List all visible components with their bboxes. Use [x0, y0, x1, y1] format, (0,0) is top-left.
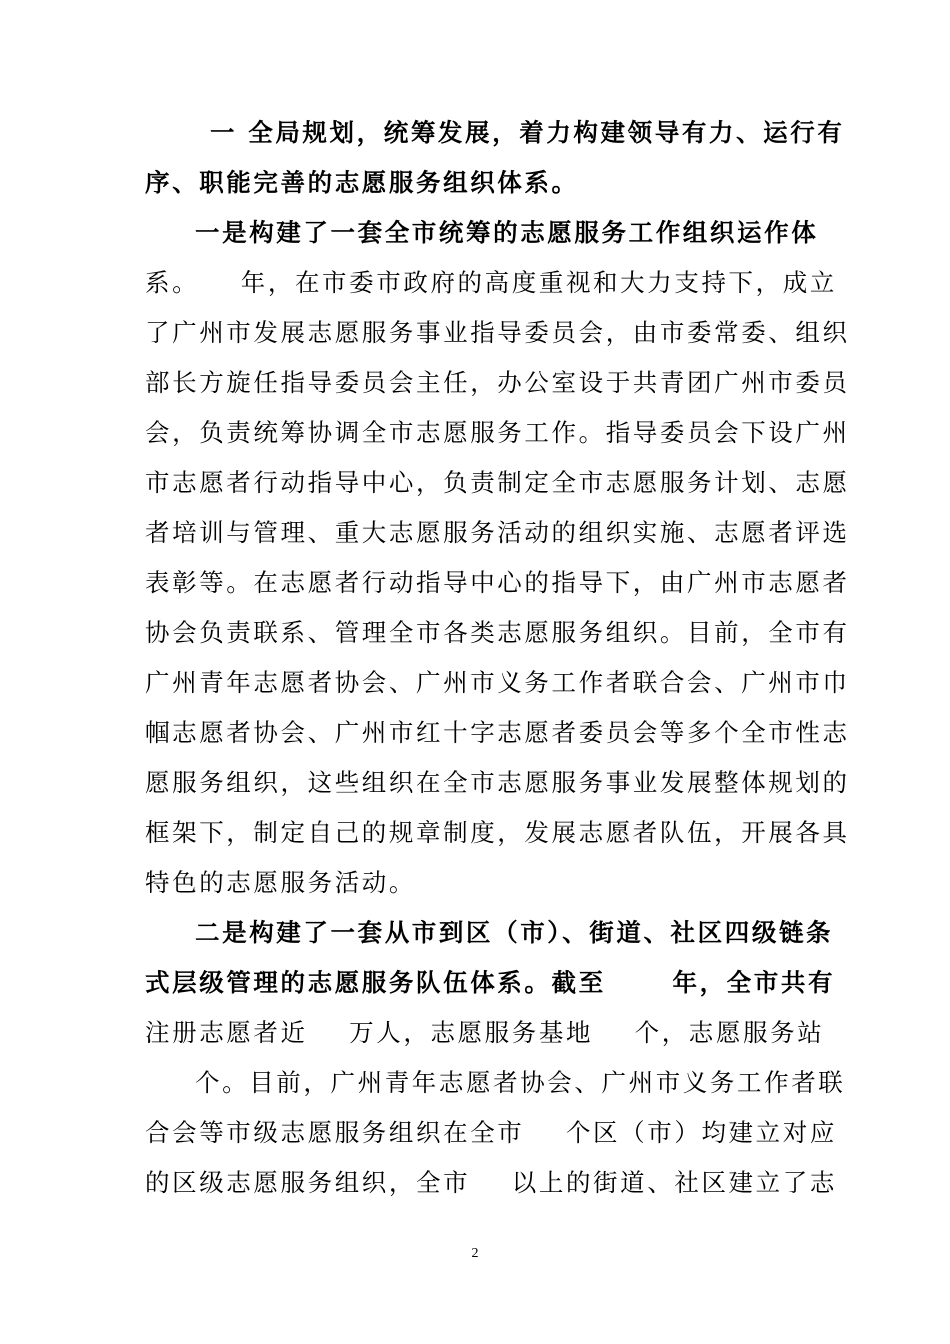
paragraph-1-line-10: 广州青年志愿者协会、广州市义务工作者联合会、广州市巾: [145, 668, 850, 697]
paragraph-1-line-9: 协会负责联系、管理全市各类志愿服务组织。目前，全市有: [145, 618, 850, 647]
paragraph-2-line-5: 合会等市级志愿服务组织在全市 个区（市）均建立对应: [145, 1118, 837, 1147]
page-number: 2: [471, 1246, 479, 1261]
paragraph-2-line-6: 的区级志愿服务组织，全市 以上的街道、社区建立了志: [145, 1168, 837, 1197]
paragraph-1-line-14: 特色的志愿服务活动。: [145, 868, 416, 897]
paragraph-1-line-13: 框架下，制定自己的规章制度，发展志愿者队伍，开展各具: [145, 818, 850, 847]
paragraph-2-line-4: 个。目前，广州青年志愿者协会、广州市义务工作者联: [195, 1068, 846, 1097]
heading-line-2: 序、职能完善的志愿服务组织体系。: [145, 168, 579, 197]
paragraph-2-line-2: 式层级管理的志愿服务队伍体系。截至 年，全市共有: [145, 968, 836, 997]
paragraph-1-line-4: 部长方旋任指导委员会主任，办公室设于共青团广州市委员: [145, 368, 850, 397]
paragraph-1-line-3: 了广州市发展志愿服务事业指导委员会，由市委常委、组织: [145, 318, 850, 347]
paragraph-1-line-11: 帼志愿者协会、广州市红十字志愿者委员会等多个全市性志: [145, 718, 850, 747]
paragraph-2-line-3: 注册志愿者近 万人，志愿服务基地 个，志愿服务站: [145, 1018, 825, 1047]
paragraph-1-line-8: 表彰等。在志愿者行动指导中心的指导下，由广州市志愿者: [145, 568, 850, 597]
paragraph-1-line-12: 愿服务组织，这些组织在全市志愿服务事业发展整体规划的: [145, 768, 850, 797]
paragraph-1-line-2: 系。 年，在市委市政府的高度重视和大力支持下，成立: [145, 268, 837, 297]
paragraph-1-line-6: 市志愿者行动指导中心，负责制定全市志愿服务计划、志愿: [145, 468, 850, 497]
paragraph-2-line-1: 二是构建了一套从市到区（市）、街道、社区四级链条: [195, 918, 834, 947]
paragraph-1-line-1: 一是构建了一套全市统筹的志愿服务工作组织运作体: [195, 218, 819, 247]
heading-line-1: 一 全局规划，统筹发展，着力构建领导有力、运行有: [210, 118, 845, 147]
paragraph-1-line-7: 者培训与管理、重大志愿服务活动的组织实施、志愿者评选: [145, 518, 850, 547]
paragraph-1-line-5: 会，负责统筹协调全市志愿服务工作。指导委员会下设广州: [145, 418, 850, 447]
